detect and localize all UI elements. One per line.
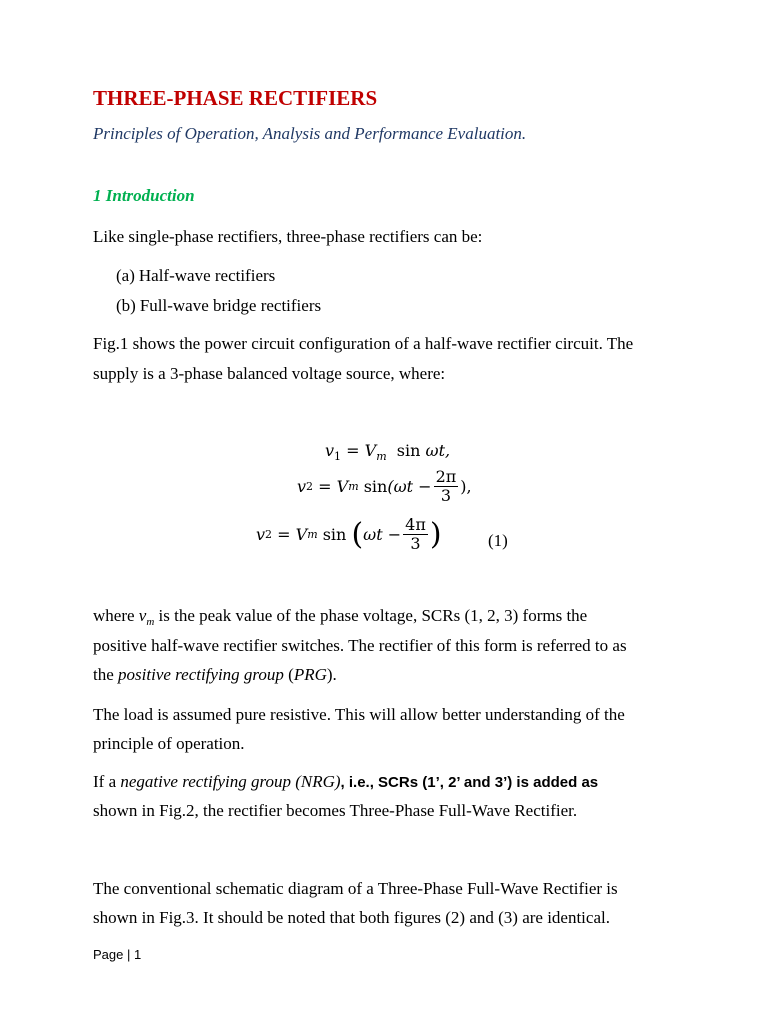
equation-number: (1): [488, 531, 508, 550]
section-heading: 1 Introduction: [93, 186, 195, 205]
fraction: $\frac{4\pi}{3}$: [405, 515, 426, 553]
fraction: $\frac{2\pi}{3}$: [435, 467, 457, 505]
paragraph-line: principle of operation.: [93, 734, 245, 753]
paragraph-line: The load is assumed pure resistive. This will allow better understanding of the: [93, 705, 625, 724]
equation-3: v 2 = V m sin ( ωt − $\frac{4\pi}{3}$ ): [256, 515, 442, 553]
page-footer: Page | 1: [93, 947, 142, 962]
page-subtitle: Principles of Operation, Analysis and Performance Evaluation.: [93, 124, 527, 143]
list-item: [116, 266, 275, 286]
intro-text: Like single-phase rectifiers, three-phase rectifiers can be:: [93, 227, 483, 246]
paragraph-line: Fig.1 shows the power circuit configuration of a half-wave rectifier circuit. The: [93, 334, 634, 353]
list-item-text: Full-wave bridge rectifiers: [139, 296, 322, 315]
paragraph-line: where $v_m$ is the peak value of the phase voltage, SCRs (1, 2, 3) forms the: [93, 606, 588, 628]
paragraph-line: If a negative rectifying group (NRG), i.e., SCRs (1’, 2’ and 3’) is added as: [93, 772, 599, 791]
list-item: [116, 296, 321, 316]
paragraph-line: The conventional schematic diagram of a Three-Phase Full-Wave Rectifier is: [93, 879, 618, 898]
equation-2: v 2 = V m sin (ωt − $\frac{2\pi}{3}$ ),: [297, 467, 472, 505]
list-marker: (b): [116, 296, 136, 315]
equation-1: $v_1 = V_m$ sin ωt,: [325, 441, 451, 463]
paragraph-line: the positive rectifying group (PRG).: [93, 665, 337, 684]
page-title: THREE-PHASE RECTIFIERS: [93, 86, 378, 110]
list-item-text: Half-wave rectifiers: [138, 266, 276, 285]
list-marker: (a): [116, 266, 135, 285]
paragraph-line: shown in Fig.2, the rectifier becomes Three-Phase Full-Wave Rectifier.: [93, 801, 578, 820]
paragraph-line: positive half-wave rectifier switches. The rectifier of this form is referred to as: [93, 636, 627, 655]
paragraph-line: shown in Fig.3. It should be noted that both figures (2) and (3) are identical.: [93, 908, 610, 927]
paragraph-line: supply is a 3-phase balanced voltage source, where:: [93, 364, 446, 383]
